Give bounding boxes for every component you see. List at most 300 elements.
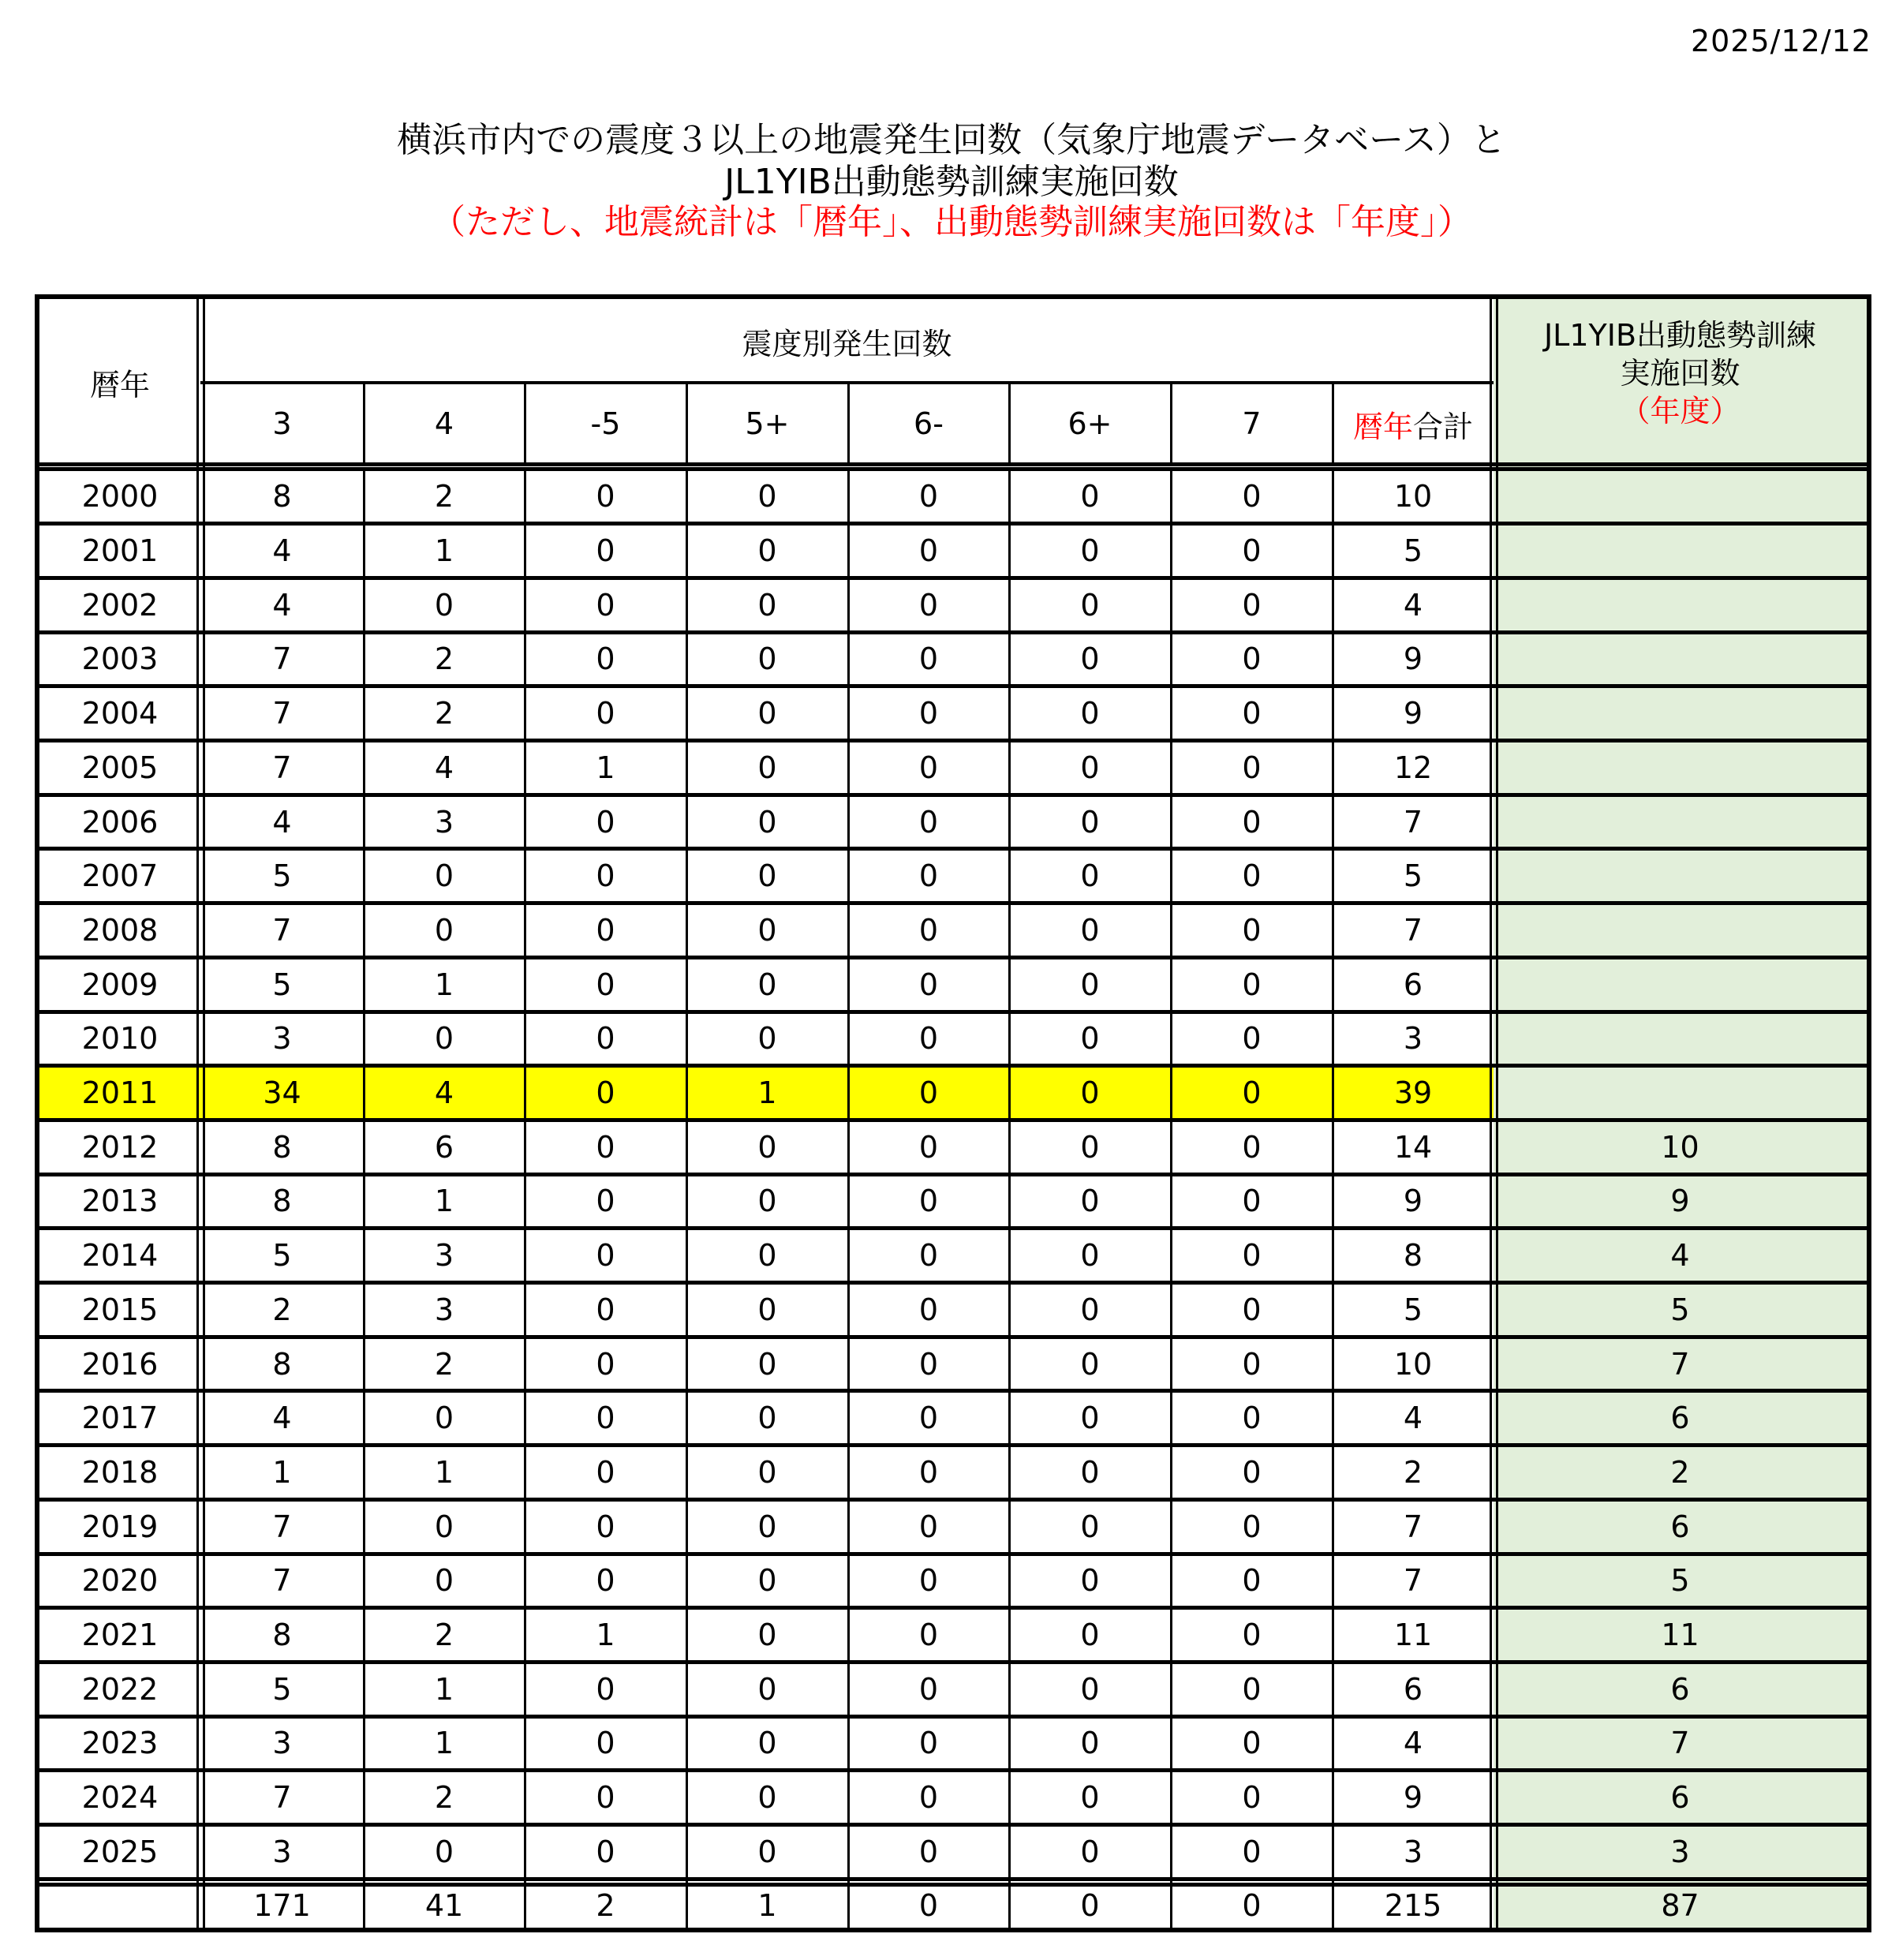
row-value: 0 bbox=[596, 1509, 615, 1544]
totals-value: 41 bbox=[424, 1888, 464, 1924]
row-value: 1 bbox=[596, 1618, 615, 1653]
row-value: 3 bbox=[272, 1021, 292, 1057]
grid-line bbox=[39, 1877, 1867, 1881]
row-year: 2020 bbox=[81, 1563, 159, 1599]
row-value: 0 bbox=[1080, 1454, 1100, 1490]
row-total: 10 bbox=[1393, 479, 1433, 514]
row-year: 2006 bbox=[81, 804, 159, 840]
row-total: 14 bbox=[1393, 1129, 1433, 1165]
header-intensity-6: 7 bbox=[1242, 406, 1262, 441]
row-value: 0 bbox=[757, 804, 777, 840]
row-training bbox=[1494, 686, 1867, 741]
row-value: 0 bbox=[918, 1184, 939, 1219]
row-total: 7 bbox=[1403, 804, 1423, 840]
row-value: 3 bbox=[272, 1726, 292, 1761]
row-value: 0 bbox=[596, 1780, 615, 1816]
row-value: 0 bbox=[434, 1509, 454, 1544]
row-value: 0 bbox=[1080, 750, 1100, 785]
row-value: 0 bbox=[757, 1834, 777, 1869]
row-total: 2 bbox=[1403, 1454, 1423, 1490]
row-value: 3 bbox=[434, 1292, 454, 1327]
row-value: 0 bbox=[1080, 912, 1100, 948]
row-value: 0 bbox=[596, 587, 615, 623]
row-total: 8 bbox=[1403, 1238, 1423, 1274]
grid-line bbox=[1332, 383, 1334, 465]
row-value: 0 bbox=[1242, 1509, 1262, 1544]
row-year: 2015 bbox=[81, 1292, 159, 1327]
row-total: 3 bbox=[1403, 1834, 1423, 1869]
page-title-note: （ただし、地震統計は「暦年」、出動態勢訓練実施回数は「年度」） bbox=[431, 202, 1472, 242]
row-value: 0 bbox=[918, 1834, 939, 1869]
row-year: 2012 bbox=[81, 1129, 159, 1165]
totals-value: 0 bbox=[1242, 1888, 1262, 1924]
row-value: 0 bbox=[1242, 1618, 1262, 1653]
row-value: 0 bbox=[525, 1066, 686, 1120]
row-value: 0 bbox=[434, 587, 454, 623]
row-value: 0 bbox=[1080, 1292, 1100, 1327]
row-total: 12 bbox=[1393, 750, 1433, 785]
grid-line bbox=[39, 1389, 1867, 1393]
row-total: 5 bbox=[1403, 533, 1423, 569]
page-title-line1: 横浜市内での震度３以上の地震発生回数（気象庁地震データベース）と bbox=[397, 120, 1506, 160]
row-value: 0 bbox=[434, 1563, 454, 1599]
row-total: 3 bbox=[1403, 1021, 1423, 1057]
grid-line bbox=[1008, 469, 1011, 1928]
header-training bbox=[1494, 299, 1867, 465]
grid-line bbox=[203, 299, 205, 1928]
row-value: 0 bbox=[596, 1129, 615, 1165]
row-value: 4 bbox=[364, 1066, 525, 1120]
grid-line bbox=[39, 1281, 1867, 1285]
row-value: 4 bbox=[272, 1401, 292, 1436]
row-year: 2009 bbox=[81, 967, 159, 1002]
row-value: 0 bbox=[918, 1563, 939, 1599]
row-value: 1 bbox=[434, 967, 454, 1002]
row-value: 0 bbox=[918, 1129, 939, 1165]
row-value: 0 bbox=[1080, 1563, 1100, 1599]
header-intensity-4: 6- bbox=[914, 406, 944, 441]
row-value: 0 bbox=[596, 1671, 615, 1707]
row-total: 6 bbox=[1403, 967, 1423, 1002]
grid-line bbox=[39, 1498, 1867, 1502]
totals-value: 0 bbox=[918, 1888, 939, 1924]
row-value: 3 bbox=[272, 1834, 292, 1869]
row-value: 1 bbox=[686, 1066, 848, 1120]
row-total: 9 bbox=[1403, 696, 1423, 731]
header-intensity-2: -5 bbox=[590, 406, 621, 441]
grid-line bbox=[39, 847, 1867, 851]
row-value: 0 bbox=[1242, 1401, 1262, 1436]
row-training bbox=[1494, 903, 1867, 958]
row-year: 2018 bbox=[81, 1454, 159, 1490]
row-year: 2008 bbox=[81, 912, 159, 948]
row-value: 0 bbox=[1242, 641, 1262, 677]
row-value: 0 bbox=[1080, 1401, 1100, 1436]
row-value: 0 bbox=[1242, 696, 1262, 731]
row-value: 1 bbox=[596, 750, 615, 785]
row-value: 0 bbox=[434, 1834, 454, 1869]
row-value: 0 bbox=[1242, 1726, 1262, 1761]
totals-label bbox=[39, 1883, 200, 1928]
grid-line bbox=[39, 1715, 1867, 1719]
row-value: 0 bbox=[596, 1454, 615, 1490]
row-value: 0 bbox=[1080, 858, 1100, 894]
row-training: 6 bbox=[1494, 1499, 1867, 1554]
earthquake-table bbox=[35, 294, 1871, 1932]
row-value: 0 bbox=[918, 1292, 939, 1327]
grid-line bbox=[39, 1335, 1867, 1339]
grid-line bbox=[39, 462, 1867, 466]
row-year: 2019 bbox=[81, 1509, 159, 1544]
row-value: 0 bbox=[434, 1021, 454, 1057]
grid-line bbox=[524, 383, 526, 465]
row-value: 0 bbox=[1080, 696, 1100, 731]
grid-line bbox=[363, 469, 365, 1928]
row-total: 7 bbox=[1403, 1563, 1423, 1599]
row-value: 2 bbox=[434, 1780, 454, 1816]
row-value: 0 bbox=[918, 1671, 939, 1707]
date-label: 2025/12/12 bbox=[1690, 24, 1871, 58]
row-training bbox=[1494, 1066, 1867, 1120]
row-year: 2016 bbox=[81, 1346, 159, 1382]
row-year: 2007 bbox=[81, 858, 159, 894]
row-value: 0 bbox=[1242, 858, 1262, 894]
row-value: 0 bbox=[918, 967, 939, 1002]
row-training bbox=[1494, 469, 1867, 524]
row-value: 3 bbox=[434, 1238, 454, 1274]
row-value: 0 bbox=[757, 1292, 777, 1327]
row-value: 0 bbox=[1242, 804, 1262, 840]
row-value: 0 bbox=[757, 1401, 777, 1436]
row-value: 0 bbox=[918, 1346, 939, 1382]
row-value: 0 bbox=[596, 804, 615, 840]
row-training: 2 bbox=[1494, 1446, 1867, 1500]
header-intensity-3: 5+ bbox=[745, 406, 790, 441]
row-training: 5 bbox=[1494, 1554, 1867, 1608]
row-value: 1 bbox=[434, 1184, 454, 1219]
grid-line bbox=[39, 467, 1867, 471]
row-year: 2003 bbox=[81, 641, 159, 677]
row-value: 0 bbox=[1242, 1184, 1262, 1219]
row-value: 7 bbox=[272, 641, 292, 677]
row-value: 0 bbox=[596, 1563, 615, 1599]
row-total: 39 bbox=[1333, 1066, 1494, 1120]
row-value: 0 bbox=[1080, 1726, 1100, 1761]
grid-line bbox=[39, 1118, 1867, 1122]
row-training: 11 bbox=[1494, 1608, 1867, 1663]
row-training bbox=[1494, 795, 1867, 849]
row-value: 0 bbox=[757, 1129, 777, 1165]
row-value: 0 bbox=[1080, 1509, 1100, 1544]
grid-line bbox=[39, 1173, 1867, 1176]
row-value: 1 bbox=[272, 1454, 292, 1490]
grid-line bbox=[847, 469, 850, 1928]
grid-line bbox=[39, 1823, 1867, 1827]
row-value: 0 bbox=[918, 1780, 939, 1816]
row-value: 7 bbox=[272, 696, 292, 731]
row-value: 0 bbox=[434, 858, 454, 894]
row-value: 0 bbox=[1080, 587, 1100, 623]
row-value: 0 bbox=[757, 1509, 777, 1544]
row-value: 2 bbox=[434, 1618, 454, 1653]
row-total: 6 bbox=[1403, 1671, 1423, 1707]
header-total-red: 暦年 bbox=[1352, 409, 1413, 444]
row-value: 0 bbox=[918, 1454, 939, 1490]
row-year: 2024 bbox=[81, 1780, 159, 1816]
grid-line bbox=[39, 901, 1867, 905]
row-value: 0 bbox=[918, 533, 939, 569]
row-value: 0 bbox=[1242, 479, 1262, 514]
row-value: 0 bbox=[918, 858, 939, 894]
row-value: 0 bbox=[596, 967, 615, 1002]
row-value: 0 bbox=[918, 479, 939, 514]
row-value: 0 bbox=[1242, 1129, 1262, 1165]
row-value: 0 bbox=[757, 1563, 777, 1599]
row-value: 0 bbox=[1171, 1066, 1333, 1120]
totals-value: 171 bbox=[253, 1888, 311, 1924]
page-title-line2: JL1YIB出動態勢訓練実施回数 bbox=[724, 162, 1179, 202]
row-value: 0 bbox=[1242, 967, 1262, 1002]
row-total: 7 bbox=[1403, 1509, 1423, 1544]
row-value: 0 bbox=[757, 912, 777, 948]
row-training: 5 bbox=[1494, 1283, 1867, 1337]
grid-line bbox=[39, 1010, 1867, 1014]
row-year: 2014 bbox=[81, 1238, 159, 1274]
row-value: 0 bbox=[1080, 1021, 1100, 1057]
row-value: 0 bbox=[1242, 587, 1262, 623]
row-value: 0 bbox=[918, 1401, 939, 1436]
row-value: 0 bbox=[434, 912, 454, 948]
row-training: 6 bbox=[1494, 1391, 1867, 1446]
row-year: 2011 bbox=[39, 1066, 200, 1120]
row-value: 0 bbox=[757, 1346, 777, 1382]
row-training bbox=[1494, 849, 1867, 903]
row-year: 2017 bbox=[81, 1401, 159, 1436]
grid-line bbox=[1170, 469, 1172, 1928]
row-value: 0 bbox=[1080, 1238, 1100, 1274]
totals-training: 87 bbox=[1494, 1883, 1867, 1928]
row-value: 0 bbox=[596, 1238, 615, 1274]
row-value: 7 bbox=[272, 1780, 292, 1816]
row-value: 0 bbox=[1242, 533, 1262, 569]
row-value: 0 bbox=[596, 1401, 615, 1436]
row-value: 0 bbox=[1009, 1066, 1171, 1120]
grid-line bbox=[39, 684, 1867, 688]
grid-line bbox=[39, 630, 1867, 634]
grid-line bbox=[1490, 299, 1492, 1928]
row-training: 9 bbox=[1494, 1174, 1867, 1229]
grid-line bbox=[1008, 383, 1011, 465]
row-training bbox=[1494, 524, 1867, 578]
row-value: 0 bbox=[918, 1021, 939, 1057]
grid-line bbox=[39, 793, 1867, 797]
grid-line bbox=[1332, 469, 1334, 1928]
grid-line bbox=[39, 1443, 1867, 1447]
row-training bbox=[1494, 1012, 1867, 1066]
row-value: 0 bbox=[918, 696, 939, 731]
row-value: 0 bbox=[596, 858, 615, 894]
row-value: 0 bbox=[757, 479, 777, 514]
row-value: 0 bbox=[757, 533, 777, 569]
row-value: 0 bbox=[1080, 533, 1100, 569]
row-value: 1 bbox=[434, 1671, 454, 1707]
row-training: 7 bbox=[1494, 1337, 1867, 1391]
grid-line bbox=[196, 299, 199, 1928]
row-value: 1 bbox=[434, 533, 454, 569]
row-year: 2023 bbox=[81, 1726, 159, 1761]
row-value: 0 bbox=[1080, 1834, 1100, 1869]
row-value: 0 bbox=[918, 641, 939, 677]
row-training: 3 bbox=[1494, 1825, 1867, 1880]
row-value: 0 bbox=[757, 750, 777, 785]
row-value: 0 bbox=[596, 1292, 615, 1327]
row-training: 4 bbox=[1494, 1229, 1867, 1283]
row-value: 6 bbox=[434, 1129, 454, 1165]
header-total-black: 合計 bbox=[1413, 409, 1474, 444]
row-value: 0 bbox=[596, 641, 615, 677]
row-value: 5 bbox=[272, 967, 292, 1002]
row-total: 9 bbox=[1403, 1184, 1423, 1219]
row-value: 0 bbox=[757, 1184, 777, 1219]
row-value: 0 bbox=[1242, 1238, 1262, 1274]
row-value: 0 bbox=[918, 804, 939, 840]
row-value: 0 bbox=[1242, 1563, 1262, 1599]
row-value: 0 bbox=[1242, 912, 1262, 948]
header-training-training-line1: JL1YIB出動態勢訓練 bbox=[1543, 318, 1817, 353]
row-value: 0 bbox=[757, 587, 777, 623]
header-intensity-1: 4 bbox=[434, 406, 454, 441]
row-total: 4 bbox=[1403, 587, 1423, 623]
row-value: 2 bbox=[272, 1292, 292, 1327]
row-total: 10 bbox=[1393, 1346, 1433, 1382]
grid-line bbox=[39, 1552, 1867, 1556]
row-value: 0 bbox=[757, 1726, 777, 1761]
grid-line bbox=[1170, 383, 1172, 465]
row-total: 9 bbox=[1403, 1780, 1423, 1816]
row-value: 8 bbox=[272, 1129, 292, 1165]
grid-line bbox=[39, 1883, 1867, 1887]
row-value: 0 bbox=[1242, 1292, 1262, 1327]
row-year: 2013 bbox=[81, 1184, 159, 1219]
row-value: 7 bbox=[272, 750, 292, 785]
row-value: 0 bbox=[1242, 1454, 1262, 1490]
row-training bbox=[1494, 741, 1867, 795]
grid-line bbox=[39, 1606, 1867, 1610]
row-value: 4 bbox=[434, 750, 454, 785]
row-training bbox=[1494, 578, 1867, 632]
row-value: 0 bbox=[1080, 641, 1100, 677]
row-value: 8 bbox=[272, 1184, 292, 1219]
grid-line bbox=[686, 383, 688, 465]
header-intensity-0: 3 bbox=[272, 406, 292, 441]
header-training-training-line2: 実施回数 bbox=[1620, 356, 1740, 391]
row-value: 0 bbox=[1242, 1671, 1262, 1707]
grid-line bbox=[847, 383, 850, 465]
row-value: 0 bbox=[918, 1618, 939, 1653]
row-value: 0 bbox=[596, 1834, 615, 1869]
row-value: 0 bbox=[918, 912, 939, 948]
row-value: 0 bbox=[1242, 1346, 1262, 1382]
totals-value: 1 bbox=[757, 1888, 777, 1924]
row-value: 0 bbox=[1242, 750, 1262, 785]
row-value: 34 bbox=[200, 1066, 364, 1120]
row-value: 4 bbox=[272, 533, 292, 569]
row-year: 2025 bbox=[81, 1834, 159, 1869]
row-value: 8 bbox=[272, 1618, 292, 1653]
row-value: 0 bbox=[1080, 967, 1100, 1002]
row-value: 0 bbox=[757, 1238, 777, 1274]
grid-line bbox=[686, 469, 688, 1928]
grid-line bbox=[1496, 299, 1498, 1928]
row-training: 6 bbox=[1494, 1662, 1867, 1716]
row-value: 7 bbox=[272, 912, 292, 948]
row-year: 2000 bbox=[81, 479, 159, 514]
header-intensity-group: 震度別発生回数 bbox=[742, 326, 952, 361]
grid-line bbox=[39, 1660, 1867, 1664]
row-value: 1 bbox=[434, 1726, 454, 1761]
row-value: 0 bbox=[1080, 1346, 1100, 1382]
totals-value: 0 bbox=[1080, 1888, 1100, 1924]
row-value: 0 bbox=[1080, 479, 1100, 514]
grid-line bbox=[39, 956, 1867, 959]
row-value: 7 bbox=[272, 1509, 292, 1544]
grid-line bbox=[39, 739, 1867, 742]
row-training: 6 bbox=[1494, 1771, 1867, 1825]
row-value: 0 bbox=[918, 1726, 939, 1761]
row-value: 0 bbox=[1242, 1834, 1262, 1869]
table-grid bbox=[39, 299, 1867, 1928]
row-value: 0 bbox=[757, 1618, 777, 1653]
grid-line bbox=[39, 1768, 1867, 1772]
row-value: 0 bbox=[757, 1454, 777, 1490]
row-value: 0 bbox=[757, 696, 777, 731]
row-value: 0 bbox=[596, 533, 615, 569]
row-value: 4 bbox=[272, 587, 292, 623]
row-value: 0 bbox=[596, 696, 615, 731]
row-value: 2 bbox=[434, 641, 454, 677]
row-training bbox=[1494, 632, 1867, 686]
row-value: 0 bbox=[918, 1509, 939, 1544]
row-value: 0 bbox=[757, 1021, 777, 1057]
grid-line bbox=[39, 1064, 1867, 1068]
row-value: 0 bbox=[1080, 1780, 1100, 1816]
row-value: 0 bbox=[918, 1238, 939, 1274]
row-total: 5 bbox=[1403, 858, 1423, 894]
row-value: 0 bbox=[596, 1346, 615, 1382]
row-value: 0 bbox=[918, 587, 939, 623]
row-value: 0 bbox=[757, 858, 777, 894]
row-value: 8 bbox=[272, 1346, 292, 1382]
row-year: 2002 bbox=[81, 587, 159, 623]
row-total: 4 bbox=[1403, 1401, 1423, 1436]
row-value: 8 bbox=[272, 479, 292, 514]
row-year: 2001 bbox=[81, 533, 159, 569]
totals-value: 2 bbox=[596, 1888, 615, 1924]
row-year: 2005 bbox=[81, 750, 159, 785]
row-value: 0 bbox=[1242, 1021, 1262, 1057]
grid-line bbox=[363, 383, 365, 465]
row-total: 5 bbox=[1403, 1292, 1423, 1327]
row-value: 0 bbox=[757, 1671, 777, 1707]
row-year: 2022 bbox=[81, 1671, 159, 1707]
row-value: 3 bbox=[434, 804, 454, 840]
header-intensity-5: 6+ bbox=[1067, 406, 1112, 441]
row-value: 5 bbox=[272, 1238, 292, 1274]
header-total bbox=[1333, 383, 1494, 465]
grid-line bbox=[39, 522, 1867, 526]
row-total: 11 bbox=[1393, 1618, 1433, 1653]
row-value: 0 bbox=[596, 1021, 615, 1057]
